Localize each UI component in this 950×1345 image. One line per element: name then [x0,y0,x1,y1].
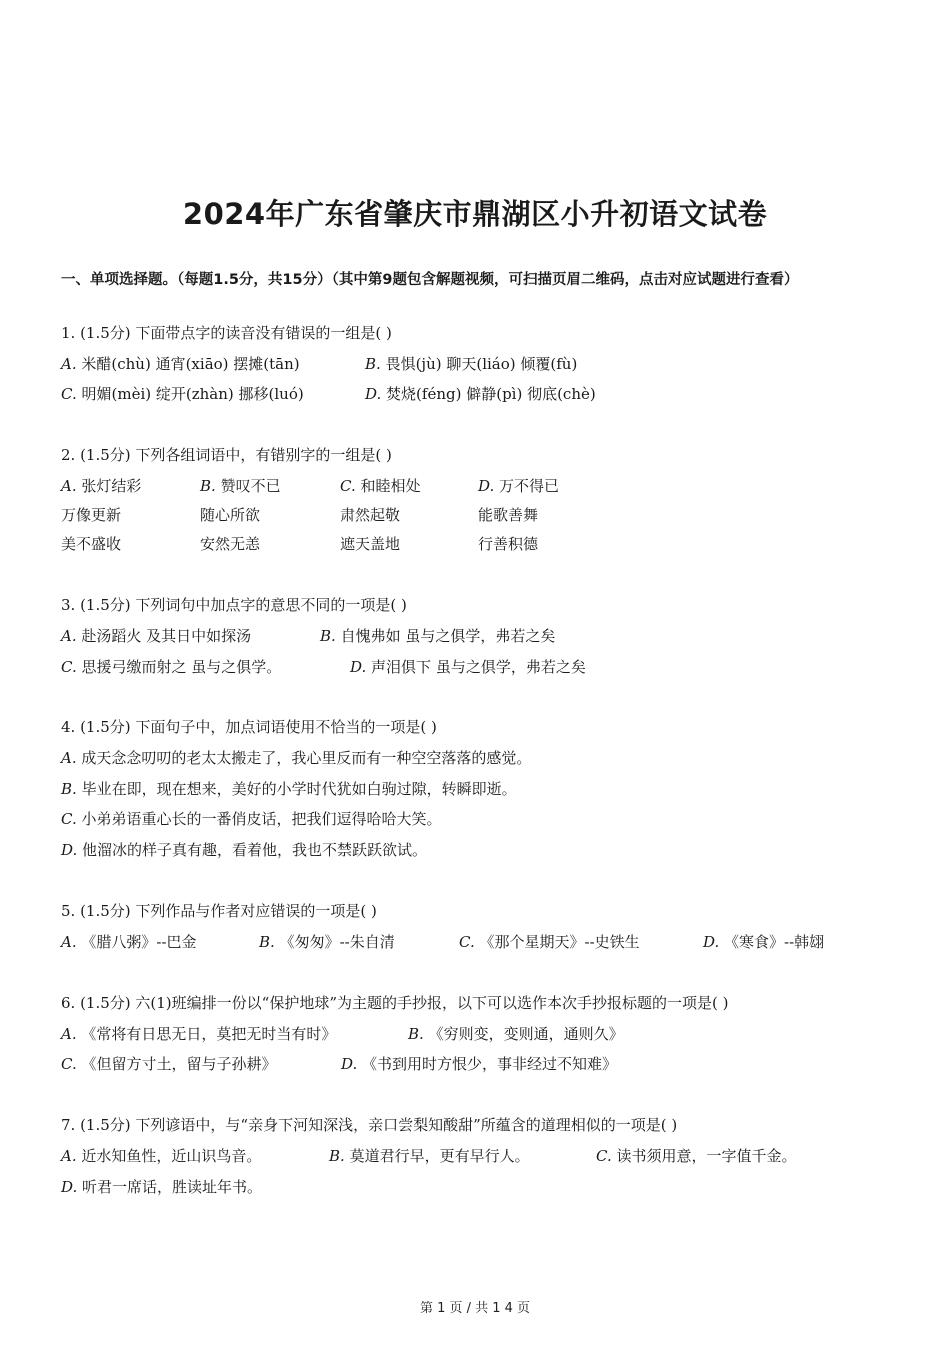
question-stem: 1. (1.5分) 下面带点字的读音没有错误的一组是( ) [61,324,392,342]
question-stem: 2. (1.5分) 下列各组词语中，有错别字的一组是( ) [61,446,392,464]
option-d: D. 《书到用时方恨少，事非经过不知难》 [341,1055,618,1073]
page-footer: 第 1 页 / 共 1 4 页 [419,1301,531,1316]
option-a-line2: 万像更新 [61,506,122,524]
section-heading: 一、单项选择题。（每题1.5分，共15分）（其中第9题包含解题视频，可扫描页眉二维码，点击对应试题进行查看） [61,272,799,288]
option-b: B. 莫道君行早，更有早行人。 [329,1147,530,1165]
option-c: C. 读书须用意，一字值千金。 [596,1147,797,1165]
option-b: B. 《穷则变，变则通，通则久》 [408,1025,624,1043]
option-b-line3: 安然无恙 [200,535,261,553]
option-b: B. 赞叹不已 [200,477,281,495]
question-stem: 3. (1.5分) 下列词句中加点字的意思不同的一项是( ) [61,596,407,614]
option-d: D. 他溜冰的样子真有趣，看着他，我也不禁跃跃欲试。 [61,841,428,859]
option-c: C. 《但留方寸土，留与子孙耕》 [61,1055,277,1073]
option-a-line3: 美不盛收 [61,535,122,553]
option-b: B. 畏惧(jù) 聊天(liáo) 倾覆(fù) [365,355,578,373]
option-d: D. 万不得已 [478,477,560,495]
question-stem: 4. (1.5分) 下面句子中，加点词语使用不恰当的一项是( ) [61,718,437,736]
option-a: A. 张灯结彩 [61,477,142,495]
option-b: B. 《匆匆》--朱自清 [259,933,395,951]
option-a: A. 赴汤蹈火 及其日中如探汤 [61,627,252,645]
option-c-line2: 肃然起敬 [340,506,401,524]
option-c: C. 和睦相处 [340,477,421,495]
option-a: A. 《腊八粥》--巴金 [61,933,197,951]
page-title: 2024年广东省肇庆市鼎湖区小升初语文试卷 [182,197,768,231]
option-b: B. 自愧弗如 虽与之俱学，弗若之矣 [320,627,556,645]
option-a: A. 《常将有日思无日，莫把无时当有时》 [61,1025,337,1043]
option-c: C. 明媚(mèi) 绽开(zhàn) 挪移(luó) [61,385,304,403]
option-d-line2: 能歌善舞 [478,506,539,524]
option-d: D. 听君一席话，胜读址年书。 [61,1178,263,1196]
option-c: C. 小弟弟语重心长的一番俏皮话，把我们逗得哈哈大笑。 [61,810,442,828]
option-d: D. 声泪俱下 虽与之俱学，弗若之矣 [350,658,586,676]
option-a: A. 成天念念叨叨的老太太搬走了，我心里反而有一种空空落落的感觉。 [61,749,532,767]
question-stem: 6. (1.5分) 六(1)班编排一份以“保护地球”为主题的手抄报，以下可以选作本次手抄报标题的一项是( ) [61,994,729,1012]
option-c: C. 《那个星期天》--史铁生 [459,933,640,951]
option-d: D. 焚烧(féng) 僻静(pì) 彻底(chè) [365,385,596,403]
option-a: A. 近水知鱼性，近山识鸟音。 [61,1147,262,1165]
question-stem: 7. (1.5分) 下列谚语中，与“亲身下河知深浅，亲口尝梨知酸甜”所蕴含的道理相似的一项是( ) [61,1116,678,1134]
option-b: B. 毕业在即，现在想来，美好的小学时代犹如白驹过隙，转瞬即逝。 [61,780,517,798]
option-b-line2: 随心所欲 [200,506,261,524]
option-d: D. 《寒食》--韩翃 [703,933,825,951]
question-stem: 5. (1.5分) 下列作品与作者对应错误的一项是( ) [61,902,377,920]
option-a: A. 米醋(chù) 通宵(xiāo) 摆摊(tān) [61,355,300,373]
option-c: C. 思援弓缴而射之 虽与之俱学。 [61,658,282,676]
option-c-line3: 遮天盖地 [340,535,401,553]
option-d-line3: 行善积德 [478,535,539,553]
